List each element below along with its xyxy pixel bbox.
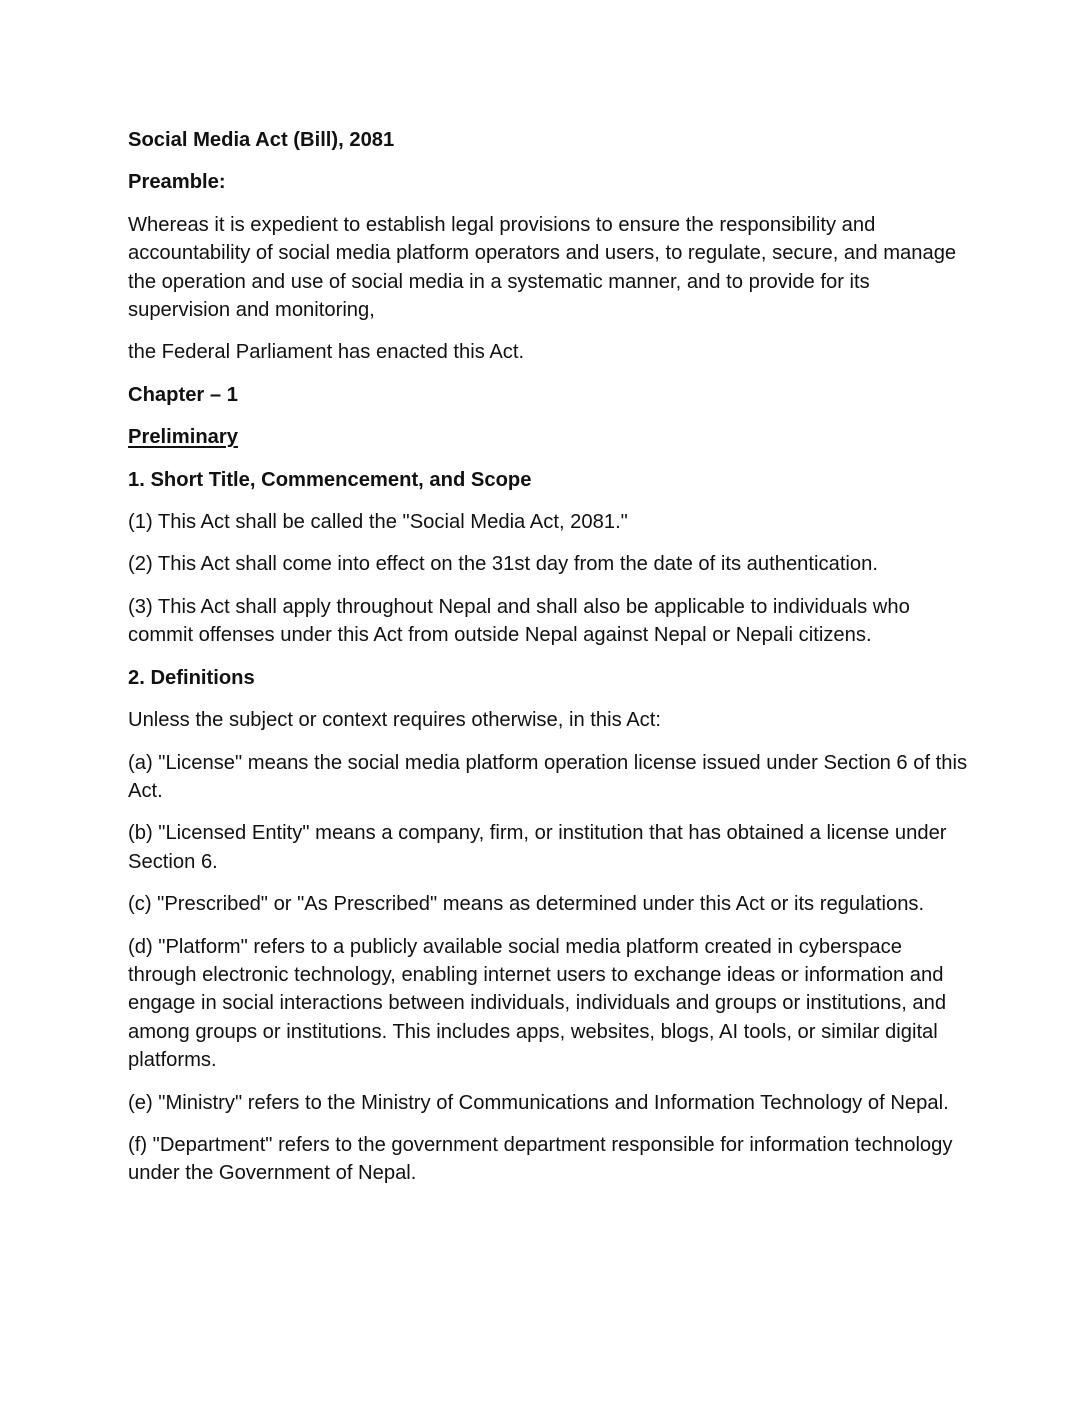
enactment-clause: the Federal Parliament has enacted this Act. bbox=[128, 341, 525, 364]
preamble-heading: Preamble: bbox=[128, 171, 226, 194]
definition-item: (d) "Platform" refers to a publicly available social media platform created in cyberspace through electronic technology, enabling internet users to exchange ideas or information and engage in social interactions between individuals, individuals and groups or institutions, and among groups or institutions. This includes apps, websites, blogs, AI tools, or similar digital platforms. bbox=[128, 935, 947, 1072]
definition-item: (a) "License" means the social media platform operation license issued under Section 6 of this Act. bbox=[128, 751, 968, 802]
section-1-clause: (2) This Act shall come into effect on the 31st day from the date of its authentication. bbox=[128, 553, 878, 576]
section-1-clause: (3) This Act shall apply throughout Nepal and shall also be applicable to individuals who commit offenses under this Act from outside Nepal against Nepal or Nepali citizens. bbox=[128, 595, 910, 647]
document-title: Social Media Act (Bill), 2081 bbox=[128, 129, 395, 151]
section-1-clause: (1) This Act shall be called the "Social Media Act, 2081." bbox=[128, 511, 628, 534]
chapter-heading: Chapter – 1 bbox=[128, 383, 238, 406]
definition-item: (c) "Prescribed" or "As Prescribed" means as determined under this Act or its regulations. bbox=[128, 893, 925, 916]
definition-item: (f) "Department" refers to the government department responsible for information technology under the Government of Nepal. bbox=[128, 1133, 953, 1185]
preamble-text: Whereas it is expedient to establish legal provisions to ensure the responsibility and accountability of social media platform operators and users, to regulate, secure, and manage the operation and use of social media in a systematic manner, and to provide for its supervision and monitoring, bbox=[128, 213, 957, 322]
definition-item: (b) "Licensed Entity" means a company, firm, or institution that has obtained a license under Section 6. bbox=[128, 822, 947, 873]
section-1-heading: 1. Short Title, Commencement, and Scope bbox=[128, 468, 532, 491]
section-2-heading: 2. Definitions bbox=[128, 666, 255, 689]
section-2-intro: Unless the subject or context requires otherwise, in this Act: bbox=[128, 709, 661, 732]
definition-item: (e) "Ministry" refers to the Ministry of Communications and Information Technology of Nepal. bbox=[128, 1091, 949, 1114]
chapter-title: Preliminary bbox=[128, 426, 238, 449]
